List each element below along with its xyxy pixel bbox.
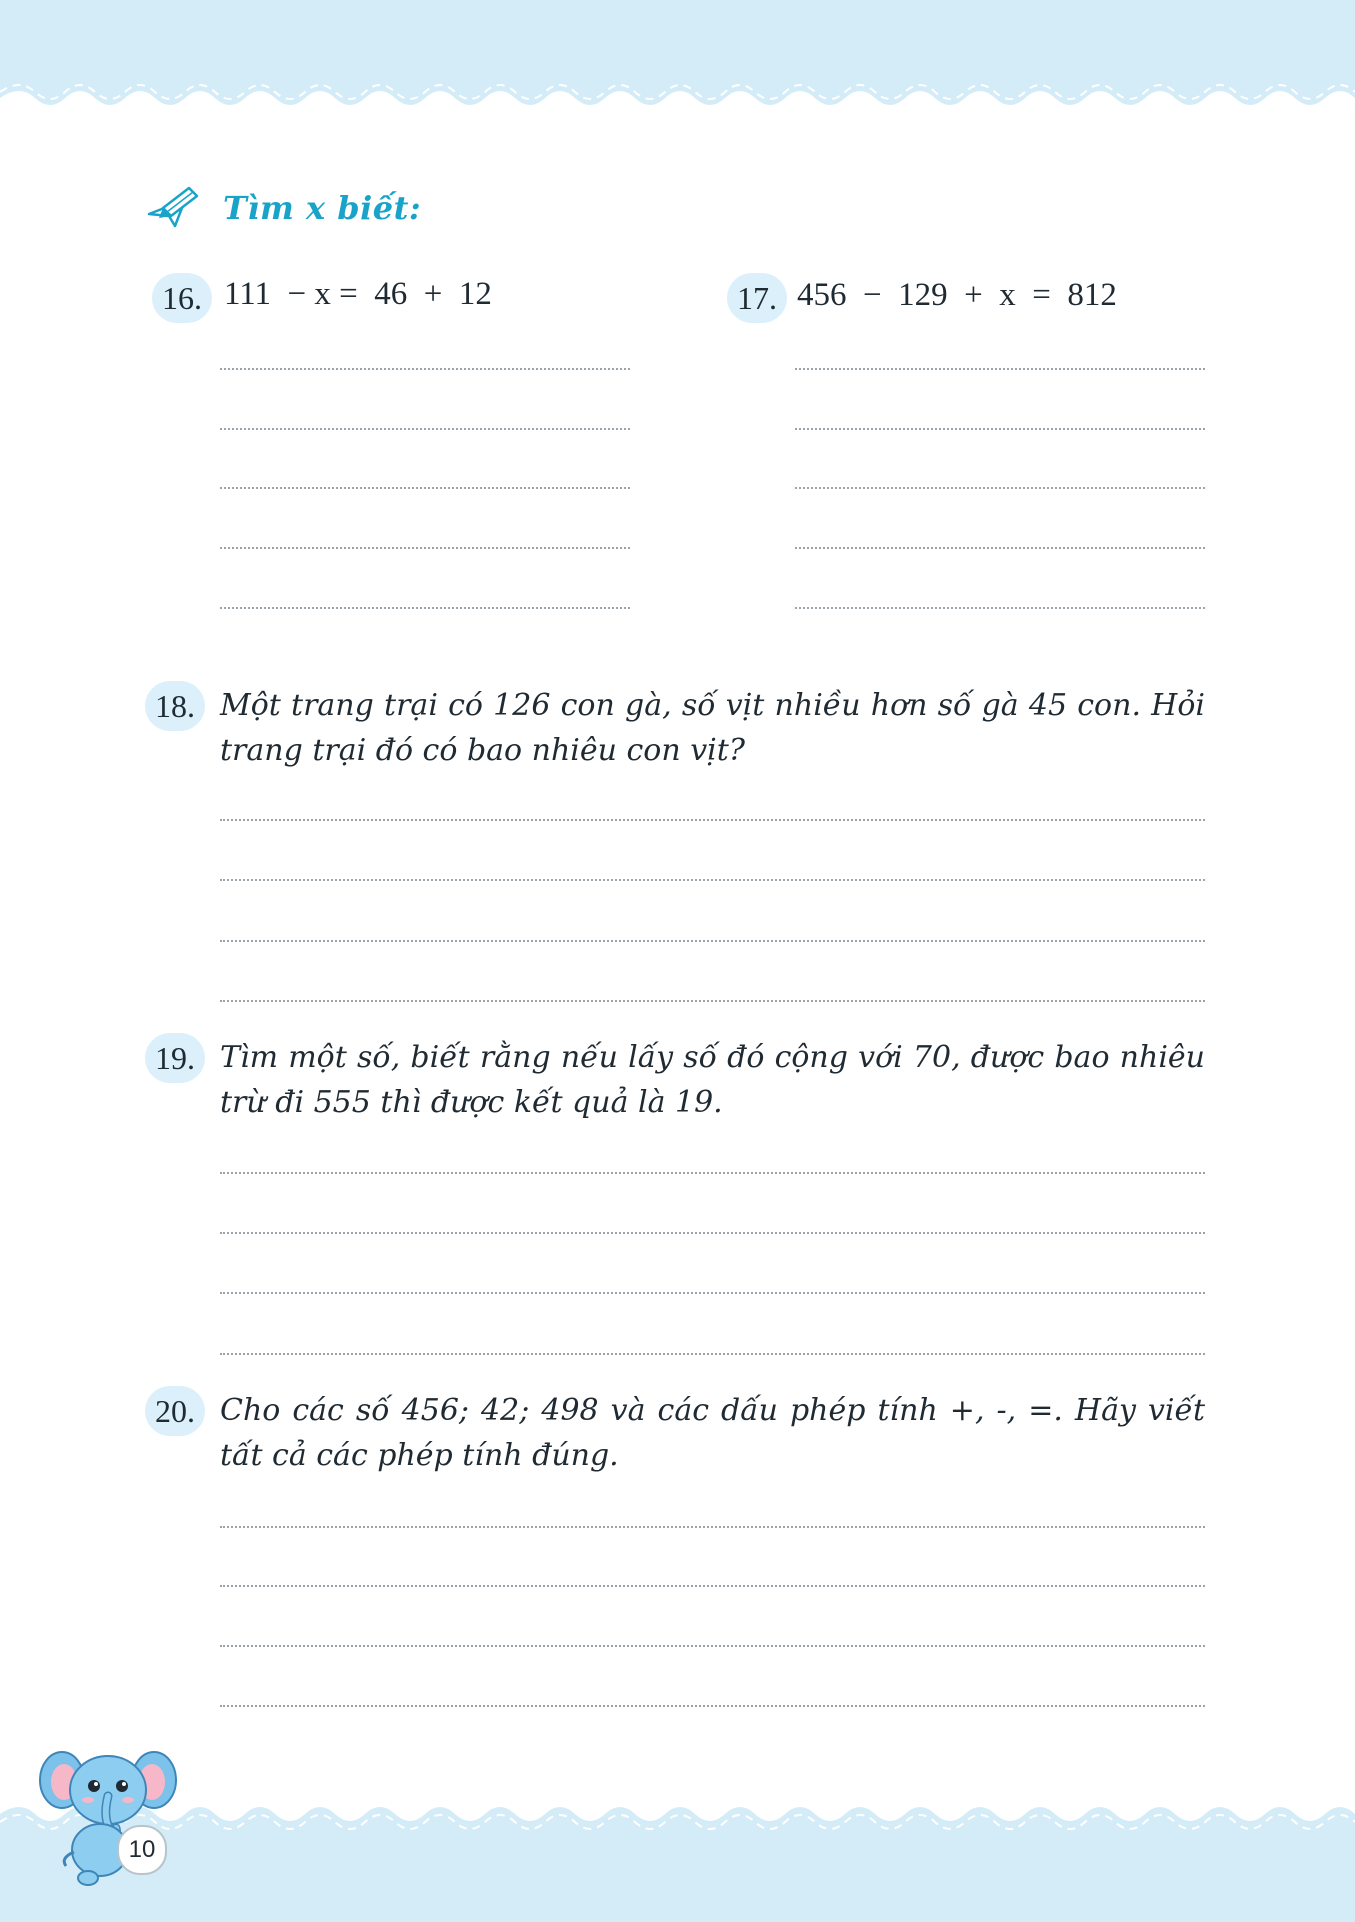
problem-16-answer-line[interactable] (220, 487, 630, 489)
problem-17-expression: 456 − 129 + x = 812 (797, 277, 1117, 313)
problem-17-answer-line[interactable] (795, 368, 1205, 370)
problem-20-answer-line[interactable] (220, 1526, 1205, 1528)
page-number: 10 (117, 1825, 167, 1875)
problem-20-text: Cho các số 456; 42; 498 và các dấu phép tính +, -, =. Hãy viết tất cả các phép tính đúng. (220, 1393, 1205, 1473)
problem-18-answer-line[interactable] (220, 1000, 1205, 1002)
problem-16-answer-line[interactable] (220, 428, 630, 430)
problem-18-number: 18. (145, 681, 205, 731)
problem-18-answer-line[interactable] (220, 940, 1205, 942)
problem-19-answer-line[interactable] (220, 1232, 1205, 1234)
problem-17-answer-line[interactable] (795, 547, 1205, 549)
problem-19-text: Tìm một số, biết rằng nếu lấy số đó cộng với 70, được bao nhiêu trừ đi 555 thì được kết quả là 19. (220, 1040, 1205, 1120)
problem-16-expression: 111 − x = 46 + 12 (224, 276, 492, 312)
problem-20-answer-line[interactable] (220, 1705, 1205, 1707)
pencil-paper-icon (145, 186, 201, 230)
section-heading (145, 186, 421, 230)
problem-18-answer-line[interactable] (220, 879, 1205, 881)
problem-18-answer-line[interactable] (220, 819, 1205, 821)
problem-16-answer-line[interactable] (220, 368, 630, 370)
bottom-wave-decoration (0, 1792, 1355, 1922)
problem-17-answer-line[interactable] (795, 487, 1205, 489)
problem-20-answer-line[interactable] (220, 1645, 1205, 1647)
problem-18-text: Một trang trại có 126 con gà, số vịt nhiều hơn số gà 45 con. Hỏi trang trại đó có bao nhiêu con vịt? (220, 688, 1205, 768)
top-wave-decoration (0, 0, 1355, 120)
problem-17-answer-line[interactable] (795, 607, 1205, 609)
problem-19-answer-line[interactable] (220, 1353, 1205, 1355)
heading-title: Tìm x biết: (223, 189, 422, 227)
problem-20-number: 20. (145, 1386, 205, 1436)
problem-19-number: 19. (145, 1033, 205, 1083)
problem-19-answer-line[interactable] (220, 1292, 1205, 1294)
problem-16-number: 16. (152, 273, 212, 323)
problem-16-answer-line[interactable] (220, 607, 630, 609)
problem-19-answer-line[interactable] (220, 1172, 1205, 1174)
problem-16-answer-line[interactable] (220, 547, 630, 549)
problem-20-answer-line[interactable] (220, 1585, 1205, 1587)
problem-17-number: 17. (727, 273, 787, 323)
problem-17-answer-line[interactable] (795, 428, 1205, 430)
